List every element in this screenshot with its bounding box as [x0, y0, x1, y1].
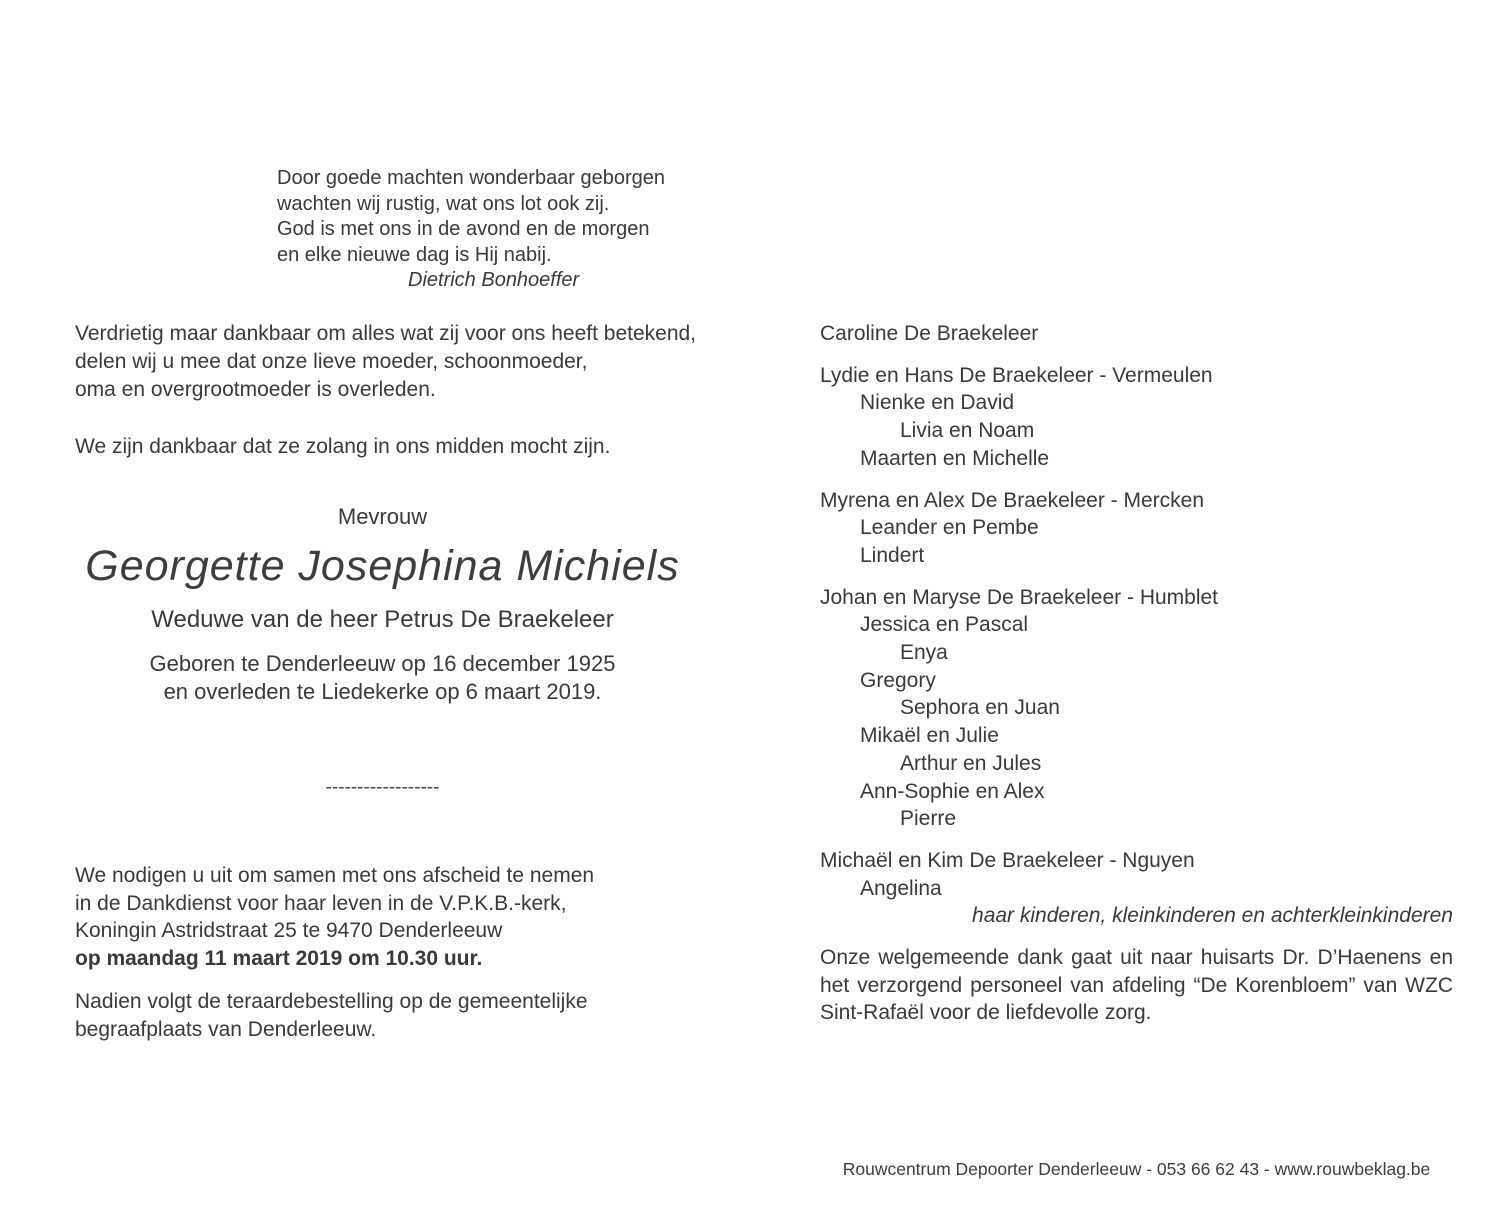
announcement-line: oma en overgrootmoeder is overleden. — [75, 378, 436, 401]
family-line: Angelina — [860, 876, 942, 900]
birth-line: Geboren te Denderleeuw op 16 december 1925 — [149, 651, 616, 676]
poem-line: God is met ons in de avond en de morgen — [277, 218, 650, 241]
family-line: Ann-Sophie en Alex — [860, 779, 1045, 803]
family-group — [820, 847, 1453, 930]
burial-paragraph — [75, 988, 715, 1043]
family-line: Caroline De Braekeleer — [820, 322, 1039, 345]
family-group — [820, 487, 1453, 570]
announcement-line: delen wij u mee dat onze lieve moeder, schoonmoeder, — [75, 350, 588, 373]
family-line: Sephora en Juan — [900, 696, 1060, 720]
deceased-name: Georgette Josephina Michiels — [85, 542, 680, 590]
family-line: Livia en Noam — [900, 419, 1035, 443]
family-group — [820, 362, 1453, 473]
service-paragraph — [75, 862, 715, 972]
announcement-paragraph — [75, 320, 715, 404]
poem-line: en elke nieuwe dag is Hij nabij. — [277, 243, 552, 266]
family-closing: haar kinderen, kleinkinderen en achterkleinkinderen — [972, 904, 1453, 928]
family-line: Arthur en Jules — [900, 751, 1042, 775]
family-group — [820, 320, 1453, 348]
salutation: Mevrouw — [337, 504, 428, 529]
gratitude-line: We zijn dankbaar dat ze zolang in ons midden mocht zijn. — [75, 435, 611, 458]
poem-line: wachten wij rustig, wat ons lot ook zij. — [277, 192, 610, 215]
burial-line: Nadien volgt de teraardebestelling op de gemeentelijke — [75, 990, 588, 1013]
service-line: We nodigen u uit om samen met ons afscheid te nemen — [75, 864, 595, 887]
service-datetime: op maandag 11 maart 2019 om 10.30 uur. — [75, 946, 483, 970]
family-line: Gregory — [860, 668, 936, 692]
family-line: Lindert — [860, 543, 925, 567]
funeral-home-footer: Rouwcentrum Depoorter Denderleeuw - 053 66 62 43 - www.rouwbeklag.be — [842, 1159, 1431, 1179]
service-line: Koningin Astridstraat 25 te 9470 Denderleeuw — [75, 919, 503, 943]
family-line: Pierre — [900, 807, 957, 831]
widow-line: Weduwe van de heer Petrus De Braekeleer — [151, 606, 614, 633]
birth-death-block — [75, 650, 690, 705]
poem-author: Dietrich Bonhoeffer — [408, 269, 580, 292]
family-group — [820, 584, 1453, 833]
burial-line: begraafplaats van Denderleeuw. — [75, 1017, 377, 1041]
thanks-paragraph: Onze welgemeende dank gaat uit naar huisarts Dr. D’Haenens en het verzorgend personeel van afdeling “De Korenbloem” van WZC Sint-Rafaël voor de liefdevolle zorg. — [820, 946, 1453, 1025]
family-line: Lydie en Hans De Braekeleer - Vermeulen — [820, 363, 1213, 387]
family-line: Jessica en Pascal — [860, 613, 1029, 637]
poem-line: Door goede machten wonderbaar geborgen — [277, 167, 666, 189]
announcement-line: Verdrietig maar dankbaar om alles wat zij voor ons heeft betekend, — [75, 322, 697, 345]
family-line: Nienke en David — [860, 391, 1015, 415]
family-line: Johan en Maryse De Braekeleer - Humblet — [820, 585, 1219, 609]
service-line: in de Dankdienst voor haar leven in de V.P.K.B.-kerk, — [75, 891, 567, 915]
family-line: Myrena en Alex De Braekeleer - Mercken — [820, 488, 1204, 512]
family-line: Maarten en Michelle — [860, 446, 1050, 470]
family-list — [820, 320, 1453, 1027]
family-line: Enya — [900, 641, 948, 665]
family-line: Michaël en Kim De Braekeleer - Nguyen — [820, 848, 1195, 872]
family-line: Leander en Pembe — [860, 516, 1039, 540]
family-line: Mikaël en Julie — [860, 724, 999, 748]
dashed-divider: ------------------ — [325, 777, 440, 798]
opening-poem — [277, 166, 665, 294]
death-line: en overleden te Liedekerke op 6 maart 2019. — [163, 678, 602, 704]
